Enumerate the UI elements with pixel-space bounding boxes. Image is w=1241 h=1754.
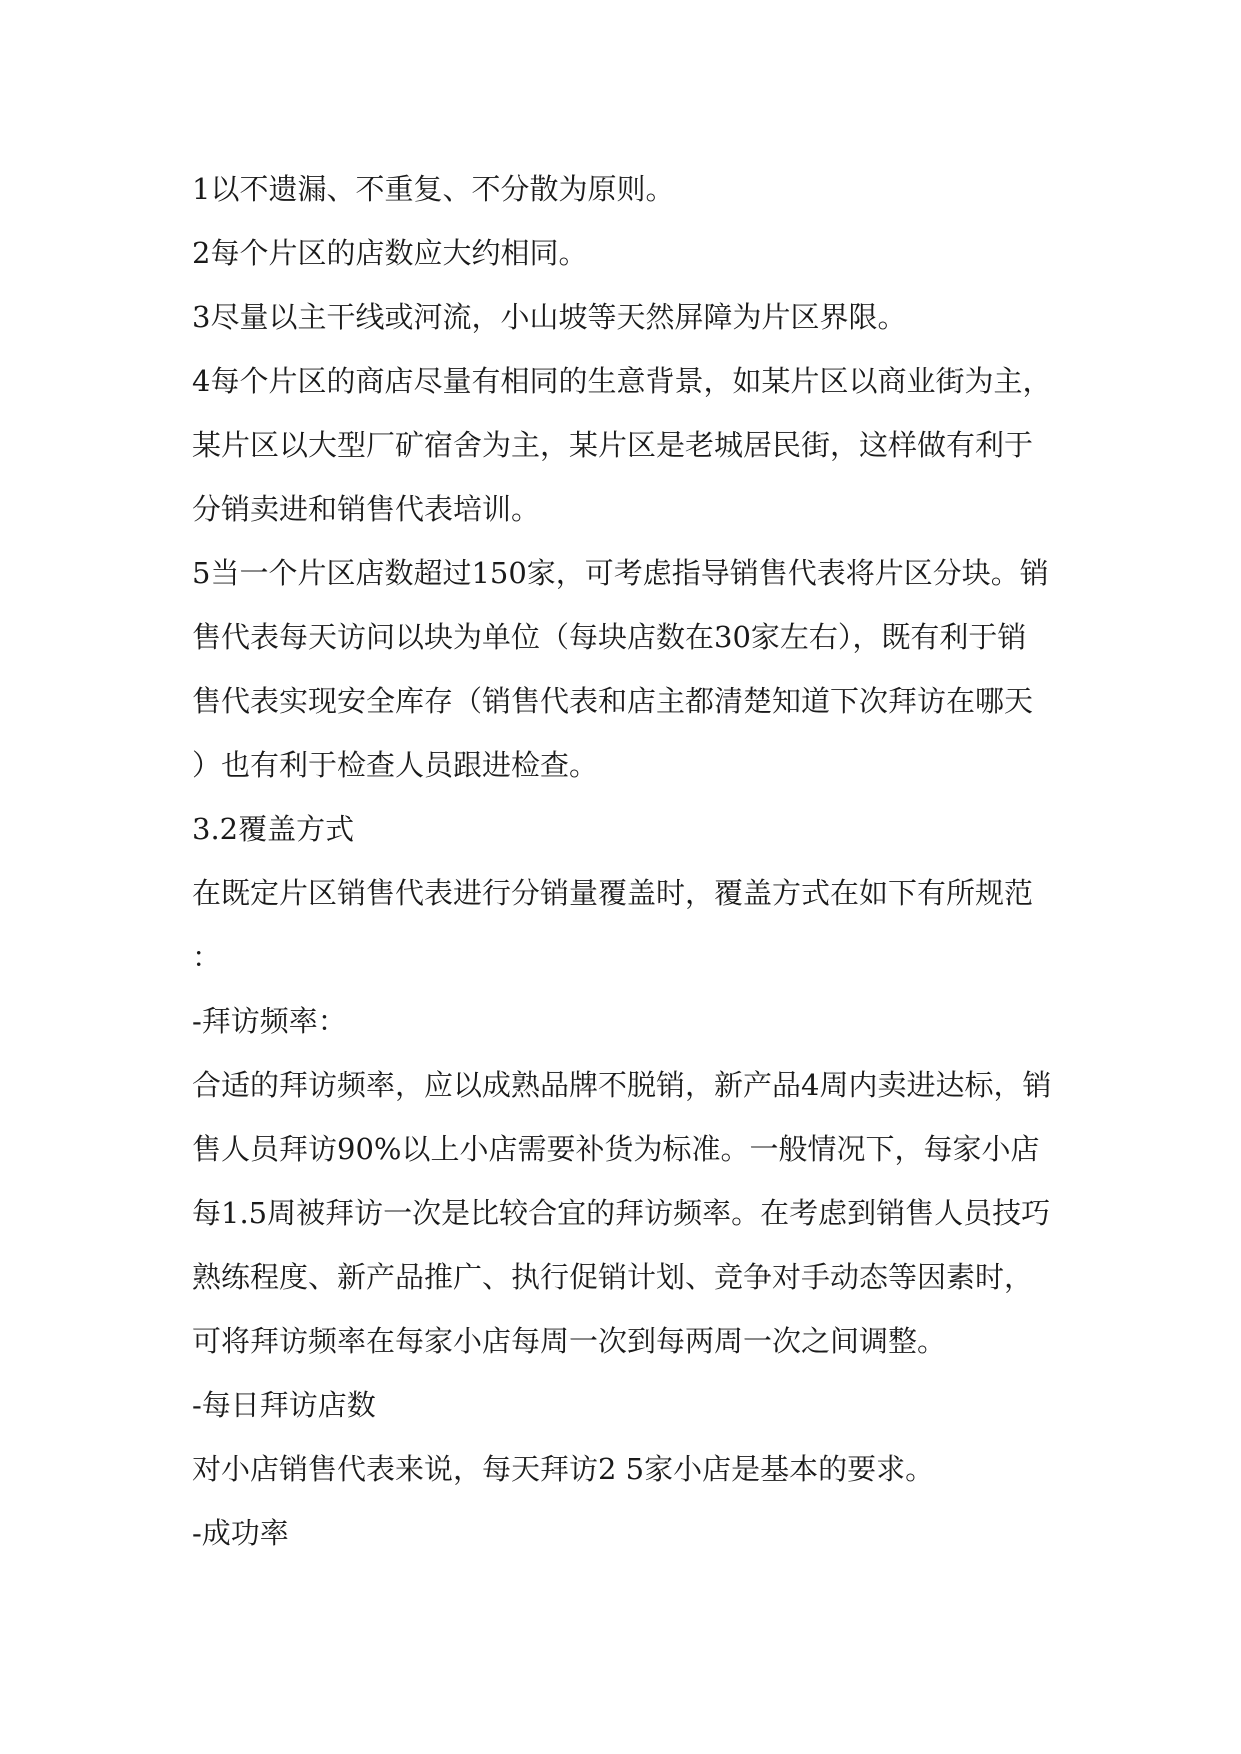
text-line: 售代表每天访问以块为单位（每块店数在30家左右），既有利于销 bbox=[192, 620, 1027, 654]
text-line: ）也有利于检查人员跟进检查。 bbox=[192, 748, 599, 782]
text-line: 2每个片区的店数应大约相同。 bbox=[192, 236, 588, 270]
text-line: 可将拜访频率在每家小店每周一次到每两周一次之间调整。 bbox=[192, 1324, 947, 1358]
text-line: 售人员拜访90%以上小店需要补货为标准。一般情况下，每家小店 bbox=[192, 1132, 1040, 1166]
text-line: 某片区以大型厂矿宿舍为主，某片区是老城居民街，这样做有利于 bbox=[192, 428, 1034, 462]
text-line: 售代表实现安全库存（销售代表和店主都清楚知道下次拜访在哪天 bbox=[192, 684, 1034, 718]
document-body bbox=[192, 157, 1072, 1565]
text-line: 对小店销售代表来说，每天拜访2 5家小店是基本的要求。 bbox=[192, 1452, 935, 1486]
subheading: -成功率 bbox=[192, 1516, 289, 1550]
subheading: -拜访频率： bbox=[192, 1004, 347, 1038]
text-line: 熟练程度、新产品推广、执行促销计划、竞争对手动态等因素时， bbox=[192, 1260, 1034, 1294]
text-line: 5当一个片区店数超过150家，可考虑指导销售代表将片区分块。销 bbox=[192, 556, 1049, 590]
text-line: 分销卖进和销售代表培训。 bbox=[192, 492, 541, 526]
subheading: -每日拜访店数 bbox=[192, 1388, 376, 1422]
text-line: 合适的拜访频率，应以成熟品牌不脱销，新产品4周内卖进达标，销 bbox=[192, 1068, 1052, 1102]
text-line: 4每个片区的商店尽量有相同的生意背景，如某片区以商业街为主， bbox=[192, 364, 1052, 398]
text-line: 1以不遗漏、不重复、不分散为原则。 bbox=[192, 172, 675, 206]
text-line: 每1.5周被拜访一次是比较合宜的拜访频率。在考虑到销售人员技巧 bbox=[192, 1196, 1051, 1230]
text-line: 在既定片区销售代表进行分销量覆盖时，覆盖方式在如下有所规范 bbox=[192, 876, 1034, 910]
text-line: ： bbox=[192, 940, 222, 974]
section-heading: 3.2覆盖方式 bbox=[192, 812, 355, 846]
text-line: 3尽量以主干线或河流，小山坡等天然屏障为片区界限。 bbox=[192, 300, 907, 334]
